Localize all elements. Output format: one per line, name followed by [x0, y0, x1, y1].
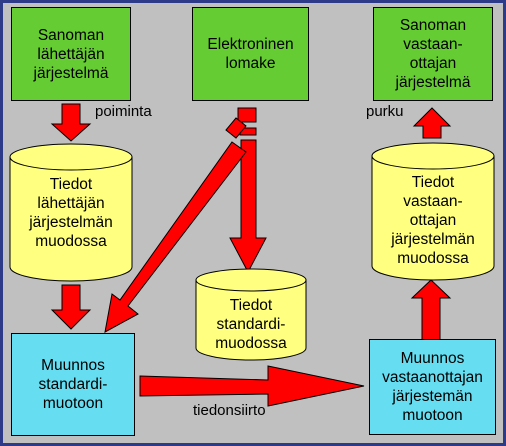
- electronic-form-label: Elektroninen lomake: [207, 36, 294, 72]
- sender-system-box: [11, 7, 131, 101]
- arrow-unpacking: [414, 108, 450, 138]
- label-transfer: tiedonsiirto: [193, 402, 266, 419]
- label-unpacking: purku: [366, 103, 404, 120]
- convert-receiver-label: Muunnos vastaanottajan järjestemän muotoon: [382, 350, 483, 424]
- standard-data-cylinder: [195, 268, 307, 362]
- receiver-data-cylinder: [371, 142, 495, 282]
- arrow-extraction: [52, 104, 90, 141]
- convert-standard-box: [11, 333, 135, 436]
- convert-standard-label: Muunnos standardi- muotoon: [38, 357, 108, 412]
- arrow-transfer: [140, 366, 364, 406]
- sender-system-label: Sanoman lähettäjän järjestelmä: [33, 26, 109, 82]
- sender-data-label: Tiedot lähettäjän järjestelmän muodossa: [29, 176, 113, 250]
- arrow-form-to-standard-data-top: [238, 108, 256, 122]
- label-extraction: poiminta: [95, 103, 152, 120]
- electronic-form-box: [192, 7, 309, 101]
- receiver-data-label: Tiedot vastaan- ottajan järjestelmän muodossa: [391, 174, 475, 267]
- arrow-to-standard-conversion: [52, 285, 90, 329]
- arrow-to-receiver-data: [412, 280, 450, 340]
- receiver-system-box: [373, 7, 493, 101]
- standard-data-label: Tiedot standardi- muodossa: [215, 297, 287, 352]
- convert-receiver-box: [369, 339, 496, 435]
- sender-data-cylinder: [9, 143, 133, 283]
- receiver-system-label: Sanoman vastaan- ottajan järjestelmä: [395, 17, 471, 91]
